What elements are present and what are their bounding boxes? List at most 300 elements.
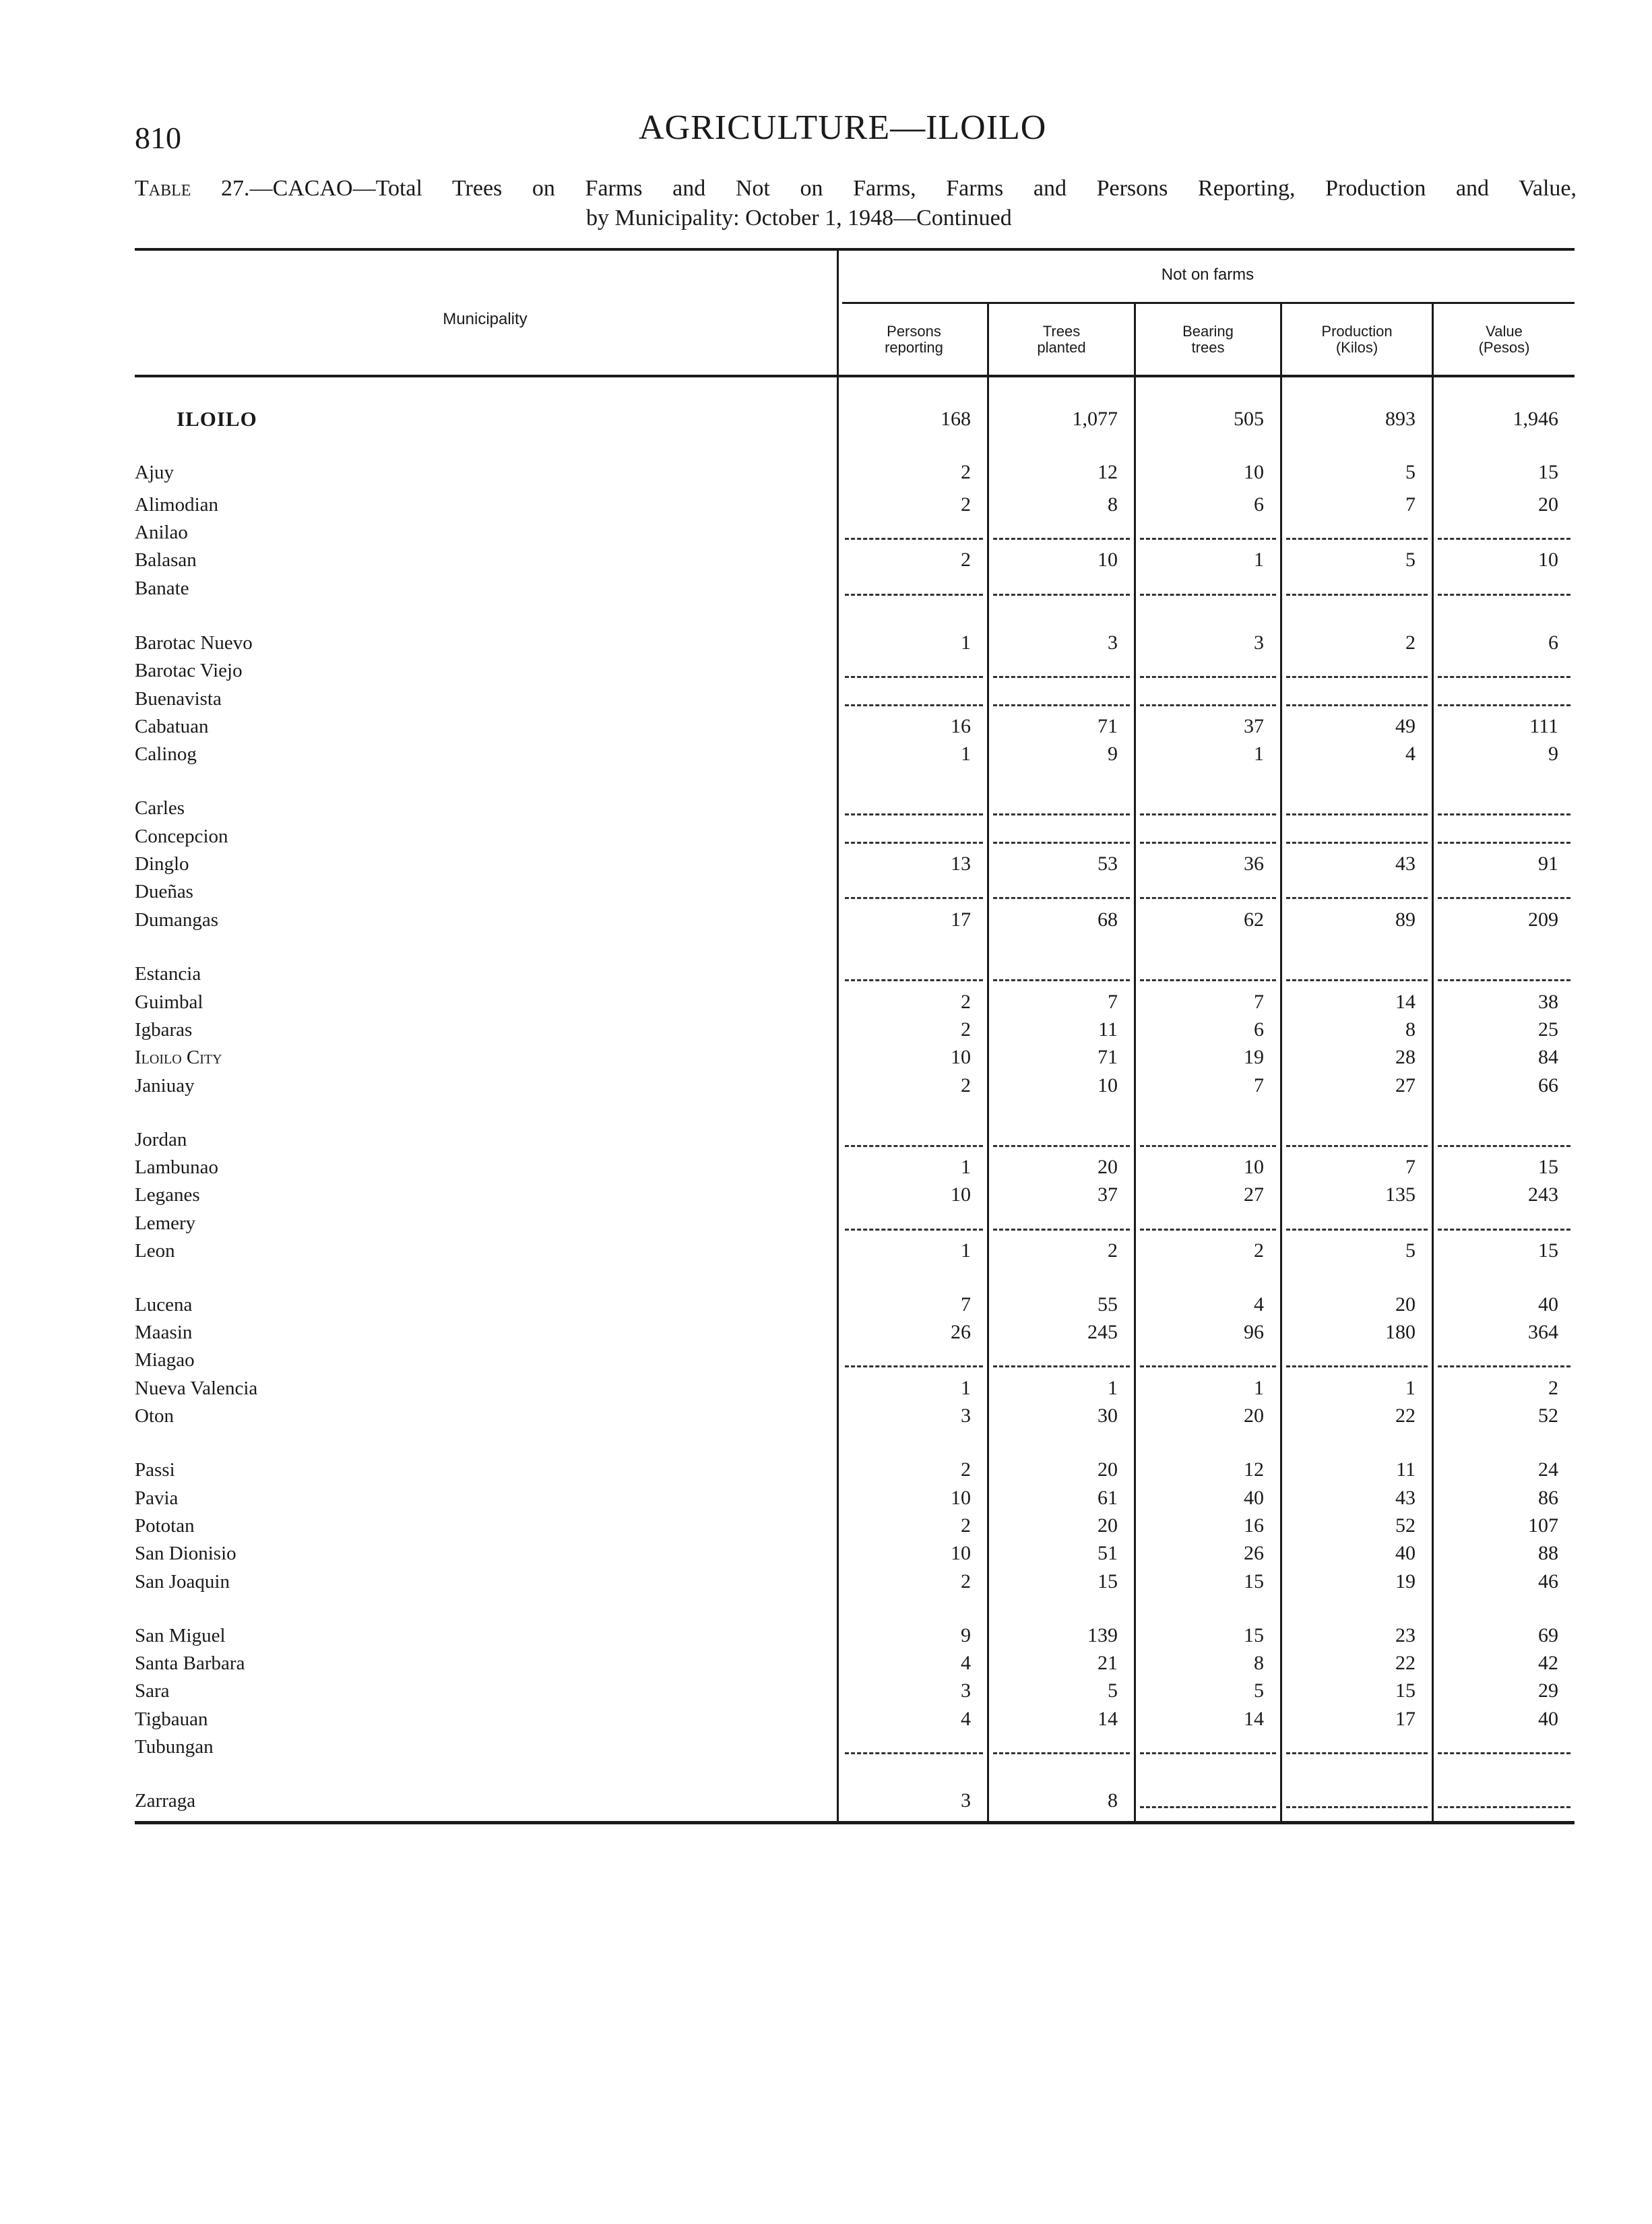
table-cell: 3 xyxy=(1108,631,1118,654)
table-cell: 7 xyxy=(1254,1074,1264,1096)
table-cell: 15 xyxy=(1244,1570,1264,1593)
table-cell: 15 xyxy=(1098,1570,1118,1593)
column-header-line-1: Value xyxy=(1486,323,1523,340)
table-cell: 4 xyxy=(1254,1293,1264,1316)
table-cell: 9 xyxy=(1108,743,1118,765)
municipality-name xyxy=(135,1045,835,1070)
municipality-label: Miagao xyxy=(135,1348,835,1372)
municipality-name xyxy=(135,1183,835,1207)
table-cell: 1 xyxy=(961,1239,971,1262)
municipality-name xyxy=(135,1624,835,1648)
table-cell: 7 xyxy=(1108,991,1118,1013)
municipality-name xyxy=(135,460,835,485)
table-cell: 89 xyxy=(1395,908,1416,931)
table-cell: 19 xyxy=(1395,1570,1416,1593)
table-cell: 30 xyxy=(1098,1404,1118,1427)
caption-line-2: by Municipality: October 1, 1948—Continued xyxy=(586,206,1012,230)
empty-cell-dash xyxy=(845,979,983,981)
table-cell: 28 xyxy=(1395,1046,1416,1068)
empty-cell-dash xyxy=(1140,842,1276,844)
table-cell: 40 xyxy=(1538,1708,1558,1730)
municipality-label: Santa Barbara xyxy=(135,1651,835,1675)
table-cell: 2 xyxy=(1254,1239,1264,1262)
table-cell: 8 xyxy=(1405,1018,1416,1041)
municipality-label: Nueva Valencia xyxy=(135,1376,835,1400)
empty-cell-dash xyxy=(845,813,983,815)
running-head: AGRICULTURE—ILOILO xyxy=(639,109,1047,147)
table-cell: 11 xyxy=(1396,1458,1416,1481)
table-cell: 1 xyxy=(961,631,971,654)
empty-cell-dash xyxy=(1438,1145,1570,1147)
table-cell: 7 xyxy=(1405,1156,1416,1178)
table-cell: 4 xyxy=(1405,743,1416,765)
column-header xyxy=(841,323,987,356)
municipality-label: ILOILO xyxy=(177,407,835,431)
empty-cell-dash xyxy=(1140,538,1276,540)
municipality-label: Tubungan xyxy=(135,1735,835,1759)
table-cell: 25 xyxy=(1538,1018,1558,1041)
column-header xyxy=(989,323,1134,356)
table-cell: 139 xyxy=(1087,1624,1118,1646)
table-cell: 6 xyxy=(1254,1018,1264,1041)
empty-cell-dash xyxy=(1438,594,1570,596)
table-cell: 2 xyxy=(961,461,971,483)
column-header-line-2: trees xyxy=(1191,339,1225,356)
table-cell: 84 xyxy=(1538,1046,1558,1068)
table-cell: 52 xyxy=(1395,1514,1416,1537)
column-header-line-1: Production xyxy=(1321,323,1393,340)
table-cell: 55 xyxy=(1098,1293,1118,1316)
column-header xyxy=(1136,323,1280,356)
empty-cell-dash xyxy=(845,842,983,844)
table-cell: 20 xyxy=(1244,1404,1264,1427)
municipality-name xyxy=(135,1074,835,1098)
table-cell: 53 xyxy=(1098,853,1118,875)
table-cell: 27 xyxy=(1395,1074,1416,1096)
municipality-label: Oton xyxy=(135,1404,835,1428)
municipality-label: Maasin xyxy=(135,1320,835,1345)
table-cell: 5 xyxy=(1405,549,1416,571)
table-cell: 38 xyxy=(1538,991,1558,1013)
table-cell: 27 xyxy=(1244,1183,1264,1206)
municipality-label: San Miguel xyxy=(135,1624,835,1648)
table-cell: 10 xyxy=(951,1183,971,1206)
table-cell: 1 xyxy=(1108,1377,1118,1399)
table-cell: 12 xyxy=(1244,1458,1264,1481)
table-cell: 4 xyxy=(961,1708,971,1730)
table-cell: 2 xyxy=(1108,1239,1118,1262)
table-cell: 20 xyxy=(1098,1156,1118,1178)
municipality-name xyxy=(135,742,835,766)
table-cell: 245 xyxy=(1087,1321,1118,1343)
table-cell: 15 xyxy=(1244,1624,1264,1646)
table-cell: 22 xyxy=(1395,1652,1416,1674)
empty-cell-dash xyxy=(1438,897,1570,899)
column-header-line-2: (Pesos) xyxy=(1478,339,1530,356)
table-cell: 10 xyxy=(1244,461,1264,483)
municipality-label: Pototan xyxy=(135,1514,835,1538)
table-cell: 22 xyxy=(1395,1404,1416,1427)
table-cell: 96 xyxy=(1244,1321,1264,1343)
table-cell: 86 xyxy=(1538,1487,1558,1509)
municipality-name xyxy=(135,824,835,848)
empty-cell-dash xyxy=(993,979,1130,981)
table-cell: 180 xyxy=(1385,1321,1416,1343)
table-cell: 5 xyxy=(1254,1679,1264,1702)
empty-cell-dash xyxy=(993,1752,1130,1754)
table-cell: 893 xyxy=(1385,408,1416,430)
municipality-label: Alimodian xyxy=(135,493,835,517)
empty-cell-dash xyxy=(845,676,983,678)
table-cell: 1,077 xyxy=(1072,408,1118,430)
municipality-name xyxy=(135,1651,835,1675)
municipality-label: Lambunao xyxy=(135,1155,835,1179)
column-header xyxy=(1282,323,1432,356)
caption-line-1 xyxy=(135,174,1577,204)
empty-cell-dash xyxy=(993,676,1130,678)
empty-cell-dash xyxy=(1286,897,1428,899)
empty-cell-dash xyxy=(1140,594,1276,596)
municipality-name xyxy=(135,1155,835,1179)
table-cell: 8 xyxy=(1108,1789,1118,1812)
municipality-label: Barotac Nuevo xyxy=(135,631,835,655)
empty-cell-dash xyxy=(993,813,1130,815)
table-cell: 7 xyxy=(1405,493,1416,516)
column-header-line-2: (Kilos) xyxy=(1335,339,1378,356)
table-cell: 71 xyxy=(1098,715,1118,737)
table-cell: 21 xyxy=(1098,1652,1118,1674)
table-cell: 23 xyxy=(1395,1624,1416,1646)
table-cell: 1 xyxy=(1254,1377,1264,1399)
table-cell: 43 xyxy=(1395,853,1416,875)
table-cell: 29 xyxy=(1538,1679,1558,1702)
municipality-name xyxy=(135,687,835,711)
municipality-label: Guimbal xyxy=(135,990,835,1014)
municipality-name xyxy=(135,1707,835,1731)
empty-cell-dash xyxy=(993,538,1130,540)
municipality-name xyxy=(135,493,835,517)
table-cell: 2 xyxy=(961,493,971,516)
municipality-label: Dinglo xyxy=(135,852,835,876)
table-cell: 36 xyxy=(1244,853,1264,875)
column-header-line-2: reporting xyxy=(885,339,943,356)
empty-cell-dash xyxy=(1438,813,1570,815)
municipality-name xyxy=(135,714,835,739)
municipality-name xyxy=(135,1128,835,1152)
empty-cell-dash xyxy=(1438,538,1570,540)
empty-cell-dash xyxy=(993,1365,1130,1367)
table-cell: 20 xyxy=(1538,493,1558,516)
table-cell: 52 xyxy=(1538,1404,1558,1427)
municipality-name xyxy=(135,1404,835,1428)
municipality-name xyxy=(135,520,835,545)
table-cell: 6 xyxy=(1548,631,1558,654)
table-cell: 16 xyxy=(951,715,971,737)
table-cell: 13 xyxy=(951,853,971,875)
empty-cell-dash xyxy=(1140,1229,1276,1231)
municipality-name xyxy=(135,879,835,904)
municipality-name xyxy=(135,548,835,572)
empty-cell-dash xyxy=(1140,1145,1276,1147)
table-cell: 49 xyxy=(1395,715,1416,737)
table-cell: 12 xyxy=(1098,461,1118,483)
table-cell: 10 xyxy=(1098,1074,1118,1096)
table-cell: 3 xyxy=(961,1789,971,1812)
empty-cell-dash xyxy=(845,897,983,899)
table-cell: 1 xyxy=(1254,549,1264,571)
table-cell: 8 xyxy=(1254,1652,1264,1674)
municipality-label: Pavia xyxy=(135,1486,835,1510)
table-cell: 1 xyxy=(961,1377,971,1399)
municipality-name xyxy=(135,1570,835,1594)
table-cell: 1 xyxy=(961,1156,971,1178)
municipality-label: Tigbauan xyxy=(135,1707,835,1731)
empty-cell-dash xyxy=(993,1229,1130,1231)
empty-cell-dash xyxy=(1286,676,1428,678)
municipality-name xyxy=(135,1679,835,1703)
municipality-label: Janiuay xyxy=(135,1074,835,1098)
table-cell: 2 xyxy=(961,1018,971,1041)
empty-cell-dash xyxy=(1286,1145,1428,1147)
municipality-name xyxy=(135,1458,835,1482)
municipality-label: Calinog xyxy=(135,742,835,766)
municipality-name xyxy=(135,658,835,683)
municipality-label: Leganes xyxy=(135,1183,835,1207)
table-cell: 10 xyxy=(1538,549,1558,571)
empty-cell-dash xyxy=(845,704,983,706)
table-cell: 14 xyxy=(1395,991,1416,1013)
empty-cell-dash xyxy=(1438,704,1570,706)
empty-cell-dash xyxy=(993,842,1130,844)
table-cell: 24 xyxy=(1538,1458,1558,1481)
municipality-label: Dueñas xyxy=(135,879,835,904)
table-cell: 7 xyxy=(961,1293,971,1316)
table-cell: 20 xyxy=(1395,1293,1416,1316)
table-cell: 2 xyxy=(1548,1377,1558,1399)
municipality-label: Sara xyxy=(135,1679,835,1703)
column-header-line-1: Trees xyxy=(1042,323,1081,340)
table-cell: 69 xyxy=(1538,1624,1558,1646)
table-cell: 40 xyxy=(1538,1293,1558,1316)
header-municipality: Municipality xyxy=(443,310,528,328)
table-cell: 2 xyxy=(961,1514,971,1537)
municipality-name xyxy=(135,1348,835,1372)
municipality-label: Banate xyxy=(135,576,835,600)
empty-cell-dash xyxy=(1286,704,1428,706)
header-not-on-farms: Not on farms xyxy=(1161,266,1254,284)
empty-cell-dash xyxy=(1438,676,1570,678)
table-top-rule xyxy=(135,248,1575,251)
table-cell: 2 xyxy=(961,549,971,571)
empty-cell-dash xyxy=(1438,1806,1570,1808)
municipality-name xyxy=(135,990,835,1014)
empty-cell-dash xyxy=(1140,1752,1276,1754)
column-header-line-1: Persons xyxy=(887,323,941,340)
table-cell: 43 xyxy=(1395,1487,1416,1509)
empty-cell-dash xyxy=(1286,1229,1428,1231)
table-cell: 2 xyxy=(961,1074,971,1096)
empty-cell-dash xyxy=(1140,1806,1276,1808)
municipality-name xyxy=(135,576,835,600)
table-cell: 68 xyxy=(1098,908,1118,931)
empty-cell-dash xyxy=(1140,813,1276,815)
table-bottom-rule xyxy=(135,1821,1575,1824)
empty-cell-dash xyxy=(1140,979,1276,981)
empty-cell-dash xyxy=(1438,842,1570,844)
table-cell: 71 xyxy=(1098,1046,1118,1068)
table-cell: 17 xyxy=(951,908,971,931)
column-header-line-1: Bearing xyxy=(1182,323,1234,340)
empty-cell-dash xyxy=(1438,1229,1570,1231)
table-cell: 9 xyxy=(1548,743,1558,765)
municipality-name xyxy=(135,1211,835,1235)
table-caption xyxy=(135,174,1577,233)
municipality-label: San Joaquin xyxy=(135,1570,835,1594)
table-cell: 37 xyxy=(1098,1183,1118,1206)
empty-cell-dash xyxy=(845,1229,983,1231)
empty-cell-dash xyxy=(1140,897,1276,899)
table-cell: 10 xyxy=(951,1487,971,1509)
table-cell: 3 xyxy=(961,1679,971,1702)
empty-cell-dash xyxy=(845,594,983,596)
empty-cell-dash xyxy=(1286,842,1428,844)
empty-cell-dash xyxy=(1140,704,1276,706)
municipality-name xyxy=(135,852,835,876)
table-cell: 15 xyxy=(1538,1239,1558,1262)
municipality-label: Jordan xyxy=(135,1128,835,1152)
table-cell: 168 xyxy=(941,408,971,430)
empty-cell-dash xyxy=(1438,979,1570,981)
municipality-name xyxy=(135,1239,835,1263)
total-row-label xyxy=(177,407,835,431)
empty-cell-dash xyxy=(1286,979,1428,981)
municipality-label: Iloilo City xyxy=(135,1045,835,1070)
table-cell: 8 xyxy=(1108,493,1118,516)
table-cell: 14 xyxy=(1244,1708,1264,1730)
empty-cell-dash xyxy=(993,594,1130,596)
empty-cell-dash xyxy=(1286,1752,1428,1754)
municipality-label: Concepcion xyxy=(135,824,835,848)
table-cell: 364 xyxy=(1528,1321,1558,1343)
municipality-label: Cabatuan xyxy=(135,714,835,739)
municipality-label: San Dionisio xyxy=(135,1541,835,1566)
table-cell: 14 xyxy=(1098,1708,1118,1730)
table-cell: 5 xyxy=(1108,1679,1118,1702)
table-cell: 1 xyxy=(1405,1377,1416,1399)
group-header-rule xyxy=(842,302,1575,304)
municipality-label: Barotac Viejo xyxy=(135,658,835,683)
table-cell: 10 xyxy=(951,1046,971,1068)
table-cell: 42 xyxy=(1538,1652,1558,1674)
municipality-name xyxy=(135,631,835,655)
table-cell: 505 xyxy=(1234,408,1264,430)
empty-cell-dash xyxy=(1438,1752,1570,1754)
table-cell: 3 xyxy=(961,1404,971,1427)
empty-cell-dash xyxy=(1140,676,1276,678)
column-header xyxy=(1434,323,1575,356)
table-cell: 26 xyxy=(1244,1542,1264,1564)
table-cell: 16 xyxy=(1244,1514,1264,1537)
municipality-label: Ajuy xyxy=(135,460,835,485)
table-cell: 4 xyxy=(961,1652,971,1674)
municipality-label: Carles xyxy=(135,796,835,820)
table-cell: 10 xyxy=(1244,1156,1264,1178)
empty-cell-dash xyxy=(1286,538,1428,540)
empty-cell-dash xyxy=(993,897,1130,899)
table-cell: 37 xyxy=(1244,715,1264,737)
empty-cell-dash xyxy=(1140,1365,1276,1367)
empty-cell-dash xyxy=(993,1145,1130,1147)
empty-cell-dash xyxy=(845,1365,983,1367)
table-cell: 66 xyxy=(1538,1074,1558,1096)
table-cell: 1 xyxy=(961,743,971,765)
table-cell: 40 xyxy=(1244,1487,1264,1509)
table-cell: 2 xyxy=(961,1458,971,1481)
municipality-label: Igbaras xyxy=(135,1018,835,1042)
municipality-name xyxy=(135,1514,835,1538)
table-cell: 1 xyxy=(1254,743,1264,765)
municipality-label: Buenavista xyxy=(135,687,835,711)
column-header-rule xyxy=(135,375,1575,377)
table-cell: 20 xyxy=(1098,1458,1118,1481)
municipality-name xyxy=(135,1293,835,1317)
municipality-label: Passi xyxy=(135,1458,835,1482)
municipality-label: Lucena xyxy=(135,1293,835,1317)
municipality-label: Dumangas xyxy=(135,908,835,932)
table-cell: 2 xyxy=(1405,631,1416,654)
municipality-name xyxy=(135,1789,835,1813)
table-cell: 6 xyxy=(1254,493,1264,516)
municipality-label: Leon xyxy=(135,1239,835,1263)
table-cell: 40 xyxy=(1395,1542,1416,1564)
table-cell: 15 xyxy=(1538,1156,1558,1178)
table-cell: 20 xyxy=(1098,1514,1118,1537)
caption-title: —CACAO—Total Trees on Farms and Not on Farms, Farms and Persons Reporting, Production and Value, xyxy=(249,176,1577,201)
divider-stub xyxy=(837,249,839,1821)
municipality-label: Anilao xyxy=(135,520,835,545)
table-cell: 61 xyxy=(1098,1487,1118,1509)
table-cell: 243 xyxy=(1528,1183,1558,1206)
table-cell: 19 xyxy=(1244,1046,1264,1068)
empty-cell-dash xyxy=(1438,1365,1570,1367)
municipality-name xyxy=(135,1376,835,1400)
municipality-name xyxy=(135,1541,835,1566)
table-cell: 46 xyxy=(1538,1570,1558,1593)
table-cell: 111 xyxy=(1529,715,1558,737)
municipality-name xyxy=(135,962,835,986)
table-cell: 10 xyxy=(951,1542,971,1564)
empty-cell-dash xyxy=(845,1145,983,1147)
municipality-label: Estancia xyxy=(135,962,835,986)
table-cell: 51 xyxy=(1098,1542,1118,1564)
municipality-name xyxy=(135,796,835,820)
municipality-name xyxy=(135,908,835,932)
table-cell: 26 xyxy=(951,1321,971,1343)
empty-cell-dash xyxy=(1286,1365,1428,1367)
table-cell: 7 xyxy=(1254,991,1264,1013)
page-number: 810 xyxy=(135,121,181,155)
empty-cell-dash xyxy=(1286,594,1428,596)
empty-cell-dash xyxy=(845,538,983,540)
table-cell: 17 xyxy=(1395,1708,1416,1730)
table-cell: 62 xyxy=(1244,908,1264,931)
table-cell: 3 xyxy=(1254,631,1264,654)
municipality-name xyxy=(135,1735,835,1759)
table-cell: 5 xyxy=(1405,461,1416,483)
empty-cell-dash xyxy=(845,1752,983,1754)
table-cell: 15 xyxy=(1395,1679,1416,1702)
municipality-label: Lemery xyxy=(135,1211,835,1235)
